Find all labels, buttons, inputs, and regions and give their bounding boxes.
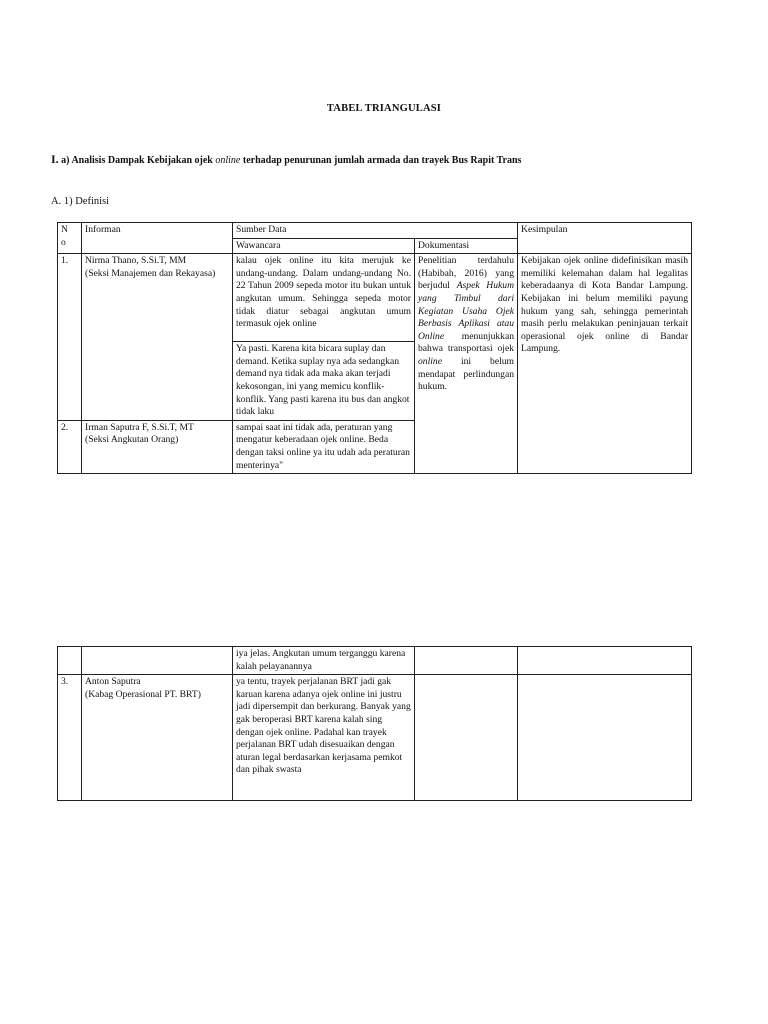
section-text-before: a) Analisis Dampak Kebijakan ojek: [58, 155, 216, 166]
section-heading: [51, 152, 521, 167]
dokumentasi-cell: [415, 675, 518, 801]
informan-name: Nirma Thano, S.Si.T, MM: [85, 255, 187, 267]
header-sumber-data: Sumber Data: [233, 223, 518, 239]
wawancara-cell: sampai saat ini tidak ada, peraturan yang mengatur keberadaan ojek online. Beda dengan taksi online ya itu udah ada peraturan menterinya": [233, 420, 415, 473]
wawancara-cell: iya jelas. Angkutan umum terganggu karena kalah pelayanannya: [233, 647, 415, 675]
table-row: [58, 675, 692, 801]
informan-cell: [82, 675, 233, 801]
table-row: [58, 647, 692, 675]
header-kesimpulan: Kesimpulan: [518, 223, 692, 254]
kesimpulan-cell: Kebijakan ojek online didefinisikan masih memiliki kelemahan dalam hal legalitas keberadaanya di Kota Bandar Lampung. Kebijakan ini belum memiliki payung hukum yang sah, sehingga pemerintah masih perlu melakukan peninjauan terkait operasional ojek online di Bandar Lampung.: [518, 254, 692, 474]
dokumentasi-cell: [415, 254, 518, 474]
header-dokumentasi: Dokumentasi: [415, 238, 518, 254]
section-text-after: terhadap penurunan jumlah armada dan trayek Bus Rapit Trans: [240, 155, 522, 166]
triangulation-table-continued: [57, 646, 692, 801]
wawancara-cell: Ya pasti. Karena kita bicara suplay dan demand. Ketika suplay nya ada sedangkan demand nya tidak ada maka akan terjadi kekosongan, ini yang memicu konflik-konflik. Yang pasti karena itu bus dan angkot tidak laku: [233, 342, 415, 421]
subsection-label: A. 1) Definisi: [51, 196, 110, 207]
informan-name: Irman Saputra F, S.Si.T, MT: [85, 421, 194, 433]
informan-role: (Kabag Operasional PT. BRT): [85, 688, 201, 700]
row-number: 3.: [58, 675, 82, 801]
informan-role: (Seksi Angkutan Orang): [85, 434, 179, 446]
header-informan: Informan: [82, 223, 233, 254]
table-row: [58, 254, 692, 342]
dokumentasi-text-1: Penelitian terdahulu (Habibah, 2016) yang berjudul: [418, 255, 515, 292]
wawancara-cell: kalau ojek online itu kita merujuk ke undang-undang. Dalam undang-undang No. 22 Tahun 2009 sepeda motor itu bukan untuk angkutan umum. Sehingga sepeda motor tidak diatur sebagai angkutan umum termasuk ojek online: [233, 254, 415, 342]
row-number: 1.: [58, 254, 82, 421]
kesimpulan-cell: [518, 647, 692, 675]
header-no: N o: [58, 223, 82, 254]
row-number: [58, 647, 82, 675]
header-wawancara: Wawancara: [233, 238, 415, 254]
triangulation-table: [57, 222, 692, 474]
dokumentasi-title-italic: Aspek Hukum yang Timbul dari Kegiatan Usaha Ojek Berbasis Aplikasi atau Online: [418, 280, 515, 342]
kesimpulan-cell: [518, 675, 692, 801]
document-title: TABEL TRIANGULASI: [326, 103, 442, 114]
informan-role: (Seksi Manajemen dan Rekayasa): [85, 267, 216, 279]
informan-cell: [82, 647, 233, 675]
section-text-italic: online: [215, 155, 241, 166]
informan-name: Anton Saputra: [85, 676, 141, 688]
section-number: I.: [51, 152, 59, 166]
informan-cell: [82, 420, 233, 473]
dokumentasi-online-italic: online: [418, 355, 442, 367]
dokumentasi-text-2: menunjukkan bahwa transportasi ojek: [418, 330, 515, 355]
wawancara-cell: ya tentu, trayek perjalanan BRT jadi gak karuan karena adanya ojek online ini justru jadi dipersempit dan berkurang. Banyak yang gak beroperasi BRT karena kalah sing dengan ojek online. Padahal kan trayek perjalanan BRT udah disesuaikan dengan aturan legal berdasarkan kerjasama pemkot dan pihak swasta: [233, 675, 415, 801]
row-number: 2.: [58, 420, 82, 473]
dokumentasi-cell: [415, 647, 518, 675]
informan-cell: [82, 254, 233, 421]
dokumentasi-text-3: ini belum mendapat perlindungan hukum.: [418, 355, 515, 393]
header-row: [58, 223, 692, 239]
